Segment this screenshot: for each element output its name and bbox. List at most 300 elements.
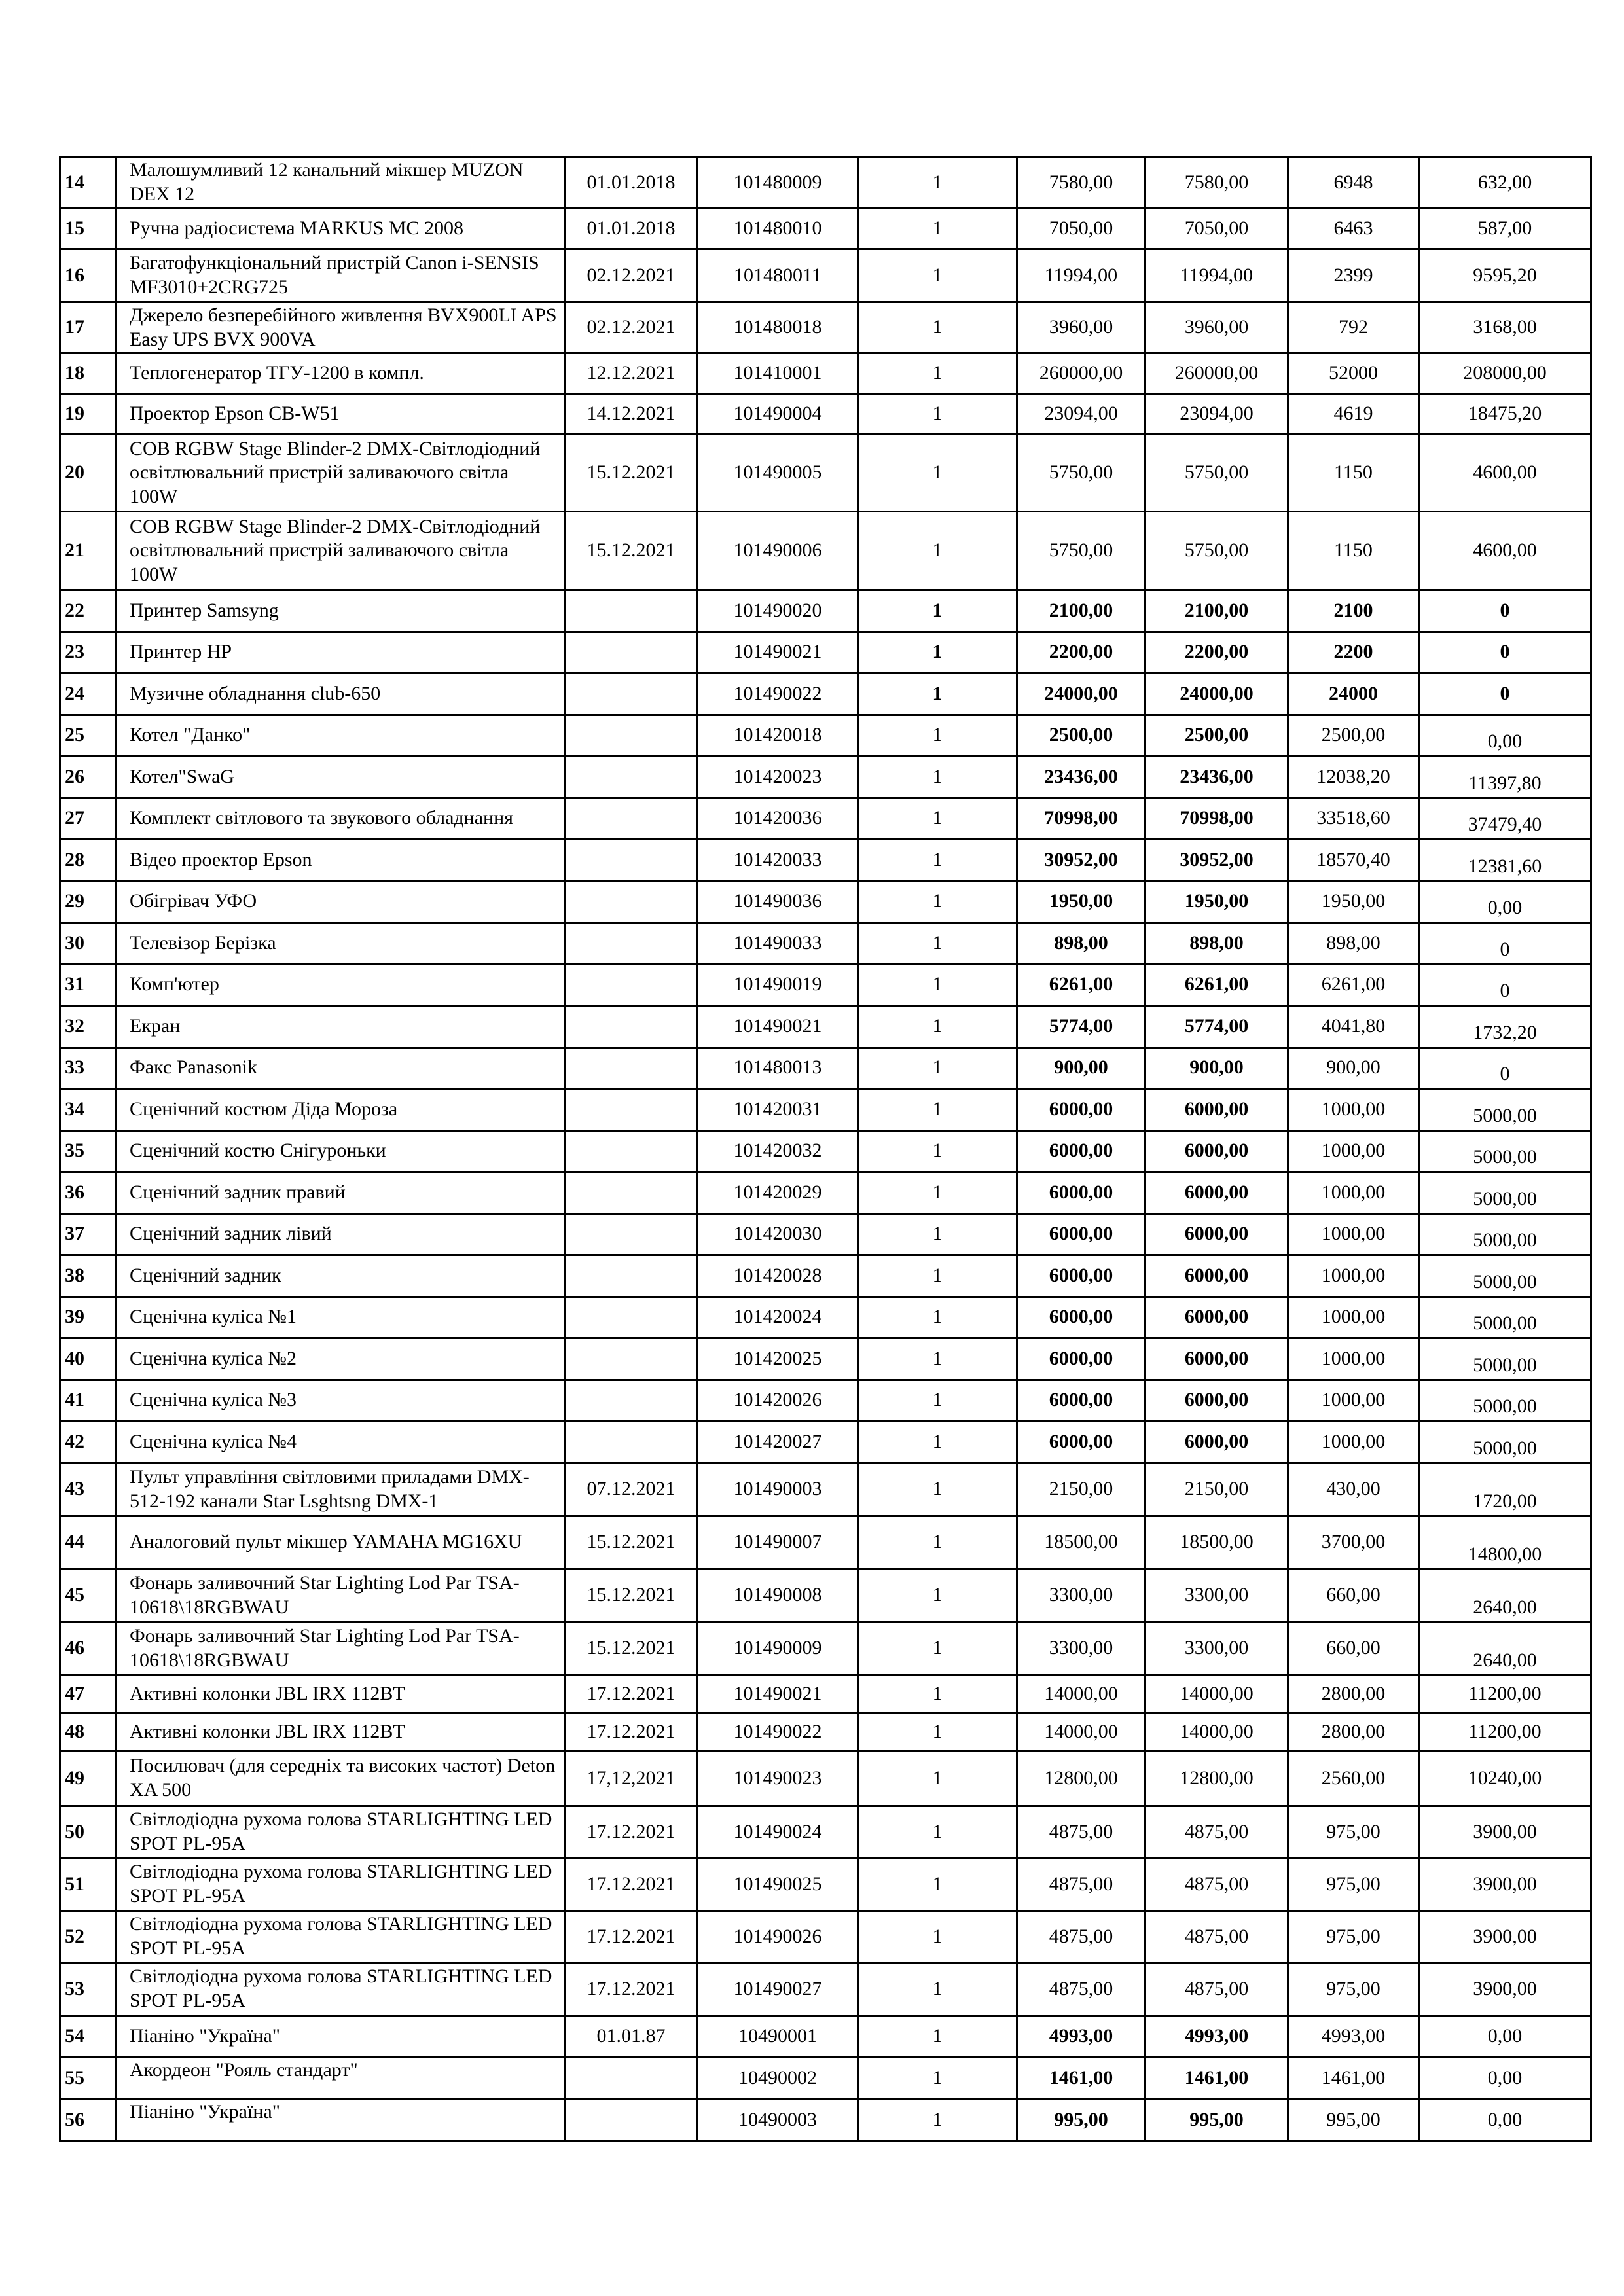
table-row [60, 1297, 1591, 1338]
residual-value-cell: 9595,20 [1419, 249, 1591, 302]
item-name-cell: Фонарь заливочний Star Lighting Lod Par TSA-10618\18RGBWAU [116, 1622, 565, 1675]
unit-price-cell: 6000,00 [1017, 1213, 1146, 1255]
inventory-number-cell: 101490019 [698, 964, 858, 1006]
inventory-number-cell: 101420029 [698, 1172, 858, 1214]
inventory-table [59, 156, 1592, 2142]
inventory-number-cell: 101420023 [698, 757, 858, 798]
table-row [60, 1172, 1591, 1214]
row-number-cell: 40 [60, 1338, 116, 1380]
table-row [60, 249, 1591, 302]
depreciation-cell: 1000,00 [1288, 1297, 1419, 1338]
item-name-cell: Сценічний задник [116, 1255, 565, 1297]
depreciation-cell: 975,00 [1288, 1806, 1419, 1858]
quantity-cell: 1 [858, 435, 1017, 512]
acquisition-date-cell [565, 964, 698, 1006]
depreciation-cell: 975,00 [1288, 1910, 1419, 1963]
unit-price-cell: 6000,00 [1017, 1130, 1146, 1172]
residual-value-cell: 5000,00 [1419, 1172, 1591, 1214]
item-name-cell: Світлодіодна рухома голова STARLIGHTING LED SPOT PL-95A [116, 1910, 565, 1963]
total-cost-cell: 11994,00 [1146, 249, 1288, 302]
quantity-cell: 1 [858, 157, 1017, 209]
acquisition-date-cell [565, 1380, 698, 1422]
table-row [60, 394, 1591, 435]
acquisition-date-cell: 17.12.2021 [565, 1858, 698, 1910]
total-cost-cell: 6000,00 [1146, 1130, 1288, 1172]
total-cost-cell: 5750,00 [1146, 435, 1288, 512]
unit-price-cell: 2100,00 [1017, 590, 1146, 632]
item-name-cell: Сценічний задник лівий [116, 1213, 565, 1255]
depreciation-cell: 6948 [1288, 157, 1419, 209]
quantity-cell: 1 [858, 353, 1017, 394]
acquisition-date-cell: 15.12.2021 [565, 1622, 698, 1675]
row-number-cell: 54 [60, 2015, 116, 2057]
row-number-cell: 44 [60, 1516, 116, 1569]
residual-value-cell: 14800,00 [1419, 1516, 1591, 1569]
item-name-cell: Котел "Данко" [116, 715, 565, 757]
quantity-cell: 1 [858, 1516, 1017, 1569]
acquisition-date-cell: 15.12.2021 [565, 1516, 698, 1569]
total-cost-cell: 1950,00 [1146, 881, 1288, 923]
table-row [60, 1422, 1591, 1463]
item-name-cell: Сценічний костюм Діда Мороза [116, 1089, 565, 1131]
table-row [60, 1089, 1591, 1131]
residual-value-cell: 11200,00 [1419, 1675, 1591, 1713]
row-number-cell: 51 [60, 1858, 116, 1910]
item-name-cell: Телевізор Берізка [116, 923, 565, 965]
quantity-cell: 1 [858, 1622, 1017, 1675]
table-row [60, 673, 1591, 715]
residual-value-cell: 5000,00 [1419, 1130, 1591, 1172]
row-number-cell: 25 [60, 715, 116, 757]
total-cost-cell: 6000,00 [1146, 1255, 1288, 1297]
item-name-cell: Обігрівач УФО [116, 881, 565, 923]
inventory-number-cell: 101420024 [698, 1297, 858, 1338]
residual-value-cell: 11200,00 [1419, 1713, 1591, 1751]
table-row [60, 715, 1591, 757]
unit-price-cell: 11994,00 [1017, 249, 1146, 302]
quantity-cell: 1 [858, 1751, 1017, 1806]
row-number-cell: 22 [60, 590, 116, 632]
item-name-cell: Акордеон "Рояль стандарт" [116, 2057, 565, 2099]
depreciation-cell: 6261,00 [1288, 964, 1419, 1006]
unit-price-cell: 6261,00 [1017, 964, 1146, 1006]
unit-price-cell: 23094,00 [1017, 394, 1146, 435]
depreciation-cell: 1150 [1288, 512, 1419, 590]
quantity-cell: 1 [858, 1910, 1017, 1963]
residual-value-cell: 0,00 [1419, 2099, 1591, 2141]
unit-price-cell: 6000,00 [1017, 1297, 1146, 1338]
inventory-number-cell: 101420027 [698, 1422, 858, 1463]
total-cost-cell: 6261,00 [1146, 964, 1288, 1006]
total-cost-cell: 1461,00 [1146, 2057, 1288, 2099]
quantity-cell: 1 [858, 757, 1017, 798]
quantity-cell: 1 [858, 964, 1017, 1006]
quantity-cell: 1 [858, 1422, 1017, 1463]
unit-price-cell: 1461,00 [1017, 2057, 1146, 2099]
quantity-cell: 1 [858, 1213, 1017, 1255]
inventory-number-cell: 101420033 [698, 840, 858, 882]
quantity-cell: 1 [858, 394, 1017, 435]
row-number-cell: 56 [60, 2099, 116, 2141]
unit-price-cell: 6000,00 [1017, 1422, 1146, 1463]
total-cost-cell: 6000,00 [1146, 1422, 1288, 1463]
quantity-cell: 1 [858, 1297, 1017, 1338]
unit-price-cell: 4875,00 [1017, 1963, 1146, 2015]
item-name-cell: Комплект світлового та звукового обладнання [116, 798, 565, 840]
quantity-cell: 1 [858, 2099, 1017, 2141]
unit-price-cell: 70998,00 [1017, 798, 1146, 840]
acquisition-date-cell [565, 1172, 698, 1214]
quantity-cell: 1 [858, 1006, 1017, 1048]
acquisition-date-cell [565, 757, 698, 798]
depreciation-cell: 430,00 [1288, 1463, 1419, 1516]
table-row [60, 1910, 1591, 1963]
quantity-cell: 1 [858, 1806, 1017, 1858]
total-cost-cell: 2500,00 [1146, 715, 1288, 757]
depreciation-cell: 1000,00 [1288, 1338, 1419, 1380]
quantity-cell: 1 [858, 1713, 1017, 1751]
inventory-number-cell: 101490021 [698, 1006, 858, 1048]
inventory-number-cell: 101420031 [698, 1089, 858, 1131]
depreciation-cell: 900,00 [1288, 1047, 1419, 1089]
item-name-cell: Котел"SwaG [116, 757, 565, 798]
residual-value-cell: 3900,00 [1419, 1963, 1591, 2015]
table-row [60, 1516, 1591, 1569]
row-number-cell: 46 [60, 1622, 116, 1675]
residual-value-cell: 18475,20 [1419, 394, 1591, 435]
unit-price-cell: 260000,00 [1017, 353, 1146, 394]
row-number-cell: 55 [60, 2057, 116, 2099]
residual-value-cell: 5000,00 [1419, 1380, 1591, 1422]
quantity-cell: 1 [858, 2015, 1017, 2057]
unit-price-cell: 6000,00 [1017, 1380, 1146, 1422]
quantity-cell: 1 [858, 1338, 1017, 1380]
acquisition-date-cell [565, 2099, 698, 2141]
residual-value-cell: 37479,40 [1419, 798, 1591, 840]
acquisition-date-cell: 01.01.2018 [565, 157, 698, 209]
inventory-number-cell: 10490003 [698, 2099, 858, 2141]
depreciation-cell: 1000,00 [1288, 1130, 1419, 1172]
item-name-cell: Проектор Epson CB-W51 [116, 394, 565, 435]
item-name-cell: Фонарь заливочний Star Lighting Lod Par TSA-10618\18RGBWAU [116, 1569, 565, 1622]
row-number-cell: 49 [60, 1751, 116, 1806]
acquisition-date-cell [565, 1255, 698, 1297]
depreciation-cell: 1000,00 [1288, 1172, 1419, 1214]
residual-value-cell: 0 [1419, 590, 1591, 632]
quantity-cell: 1 [858, 673, 1017, 715]
inventory-number-cell: 101490007 [698, 1516, 858, 1569]
table-row [60, 1751, 1591, 1806]
quantity-cell: 1 [858, 1130, 1017, 1172]
acquisition-date-cell [565, 1338, 698, 1380]
row-number-cell: 29 [60, 881, 116, 923]
depreciation-cell: 3700,00 [1288, 1516, 1419, 1569]
row-number-cell: 53 [60, 1963, 116, 2015]
row-number-cell: 26 [60, 757, 116, 798]
residual-value-cell: 2640,00 [1419, 1622, 1591, 1675]
table-row [60, 157, 1591, 209]
row-number-cell: 14 [60, 157, 116, 209]
unit-price-cell: 3300,00 [1017, 1569, 1146, 1622]
depreciation-cell: 1461,00 [1288, 2057, 1419, 2099]
acquisition-date-cell: 02.12.2021 [565, 302, 698, 353]
quantity-cell: 1 [858, 249, 1017, 302]
acquisition-date-cell [565, 715, 698, 757]
acquisition-date-cell: 17.12.2021 [565, 1910, 698, 1963]
inventory-number-cell: 101490022 [698, 673, 858, 715]
unit-price-cell: 6000,00 [1017, 1172, 1146, 1214]
residual-value-cell: 2640,00 [1419, 1569, 1591, 1622]
table-row [60, 2015, 1591, 2057]
unit-price-cell: 7050,00 [1017, 209, 1146, 249]
item-name-cell: Багатофункціональний пристрій Canon i-SENSIS MF3010+2CRG725 [116, 249, 565, 302]
acquisition-date-cell: 17.12.2021 [565, 1806, 698, 1858]
depreciation-cell: 660,00 [1288, 1622, 1419, 1675]
row-number-cell: 19 [60, 394, 116, 435]
unit-price-cell: 7580,00 [1017, 157, 1146, 209]
depreciation-cell: 975,00 [1288, 1858, 1419, 1910]
inventory-number-cell: 101480011 [698, 249, 858, 302]
table-row [60, 1006, 1591, 1048]
depreciation-cell: 1150 [1288, 435, 1419, 512]
total-cost-cell: 14000,00 [1146, 1713, 1288, 1751]
table-row [60, 1963, 1591, 2015]
acquisition-date-cell [565, 673, 698, 715]
quantity-cell: 1 [858, 302, 1017, 353]
unit-price-cell: 23436,00 [1017, 757, 1146, 798]
total-cost-cell: 4875,00 [1146, 1910, 1288, 1963]
table-row [60, 1255, 1591, 1297]
total-cost-cell: 6000,00 [1146, 1172, 1288, 1214]
table-row [60, 2099, 1591, 2141]
table-row [60, 1675, 1591, 1713]
item-name-cell: Сценічна куліса №2 [116, 1338, 565, 1380]
total-cost-cell: 4875,00 [1146, 1806, 1288, 1858]
acquisition-date-cell: 17.12.2021 [565, 1963, 698, 2015]
quantity-cell: 1 [858, 1858, 1017, 1910]
residual-value-cell: 587,00 [1419, 209, 1591, 249]
item-name-cell: Факс Panasonik [116, 1047, 565, 1089]
item-name-cell: Ручна радіосистема MARKUS MC 2008 [116, 209, 565, 249]
depreciation-cell: 1000,00 [1288, 1213, 1419, 1255]
item-name-cell: Принтер HP [116, 632, 565, 673]
total-cost-cell: 4993,00 [1146, 2015, 1288, 2057]
item-name-cell: Посилювач (для середніх та високих частот) Deton XA 500 [116, 1751, 565, 1806]
table-row [60, 1622, 1591, 1675]
inventory-number-cell: 101490025 [698, 1858, 858, 1910]
quantity-cell: 1 [858, 1089, 1017, 1131]
unit-price-cell: 4993,00 [1017, 2015, 1146, 2057]
acquisition-date-cell: 15.12.2021 [565, 1569, 698, 1622]
row-number-cell: 23 [60, 632, 116, 673]
inventory-number-cell: 10490002 [698, 2057, 858, 2099]
depreciation-cell: 33518,60 [1288, 798, 1419, 840]
unit-price-cell: 4875,00 [1017, 1806, 1146, 1858]
depreciation-cell: 4993,00 [1288, 2015, 1419, 2057]
inventory-number-cell: 101480013 [698, 1047, 858, 1089]
acquisition-date-cell [565, 840, 698, 882]
acquisition-date-cell: 01.01.2018 [565, 209, 698, 249]
residual-value-cell: 3900,00 [1419, 1858, 1591, 1910]
depreciation-cell: 660,00 [1288, 1569, 1419, 1622]
unit-price-cell: 18500,00 [1017, 1516, 1146, 1569]
residual-value-cell: 3168,00 [1419, 302, 1591, 353]
total-cost-cell: 7050,00 [1146, 209, 1288, 249]
residual-value-cell: 5000,00 [1419, 1089, 1591, 1131]
item-name-cell: Активні колонки JBL IRX 112BT [116, 1713, 565, 1751]
item-name-cell: Світлодіодна рухома голова STARLIGHTING LED SPOT PL-95A [116, 1858, 565, 1910]
residual-value-cell: 11397,80 [1419, 757, 1591, 798]
inventory-number-cell: 101490009 [698, 1622, 858, 1675]
row-number-cell: 16 [60, 249, 116, 302]
item-name-cell: Музичне обладнання club-650 [116, 673, 565, 715]
residual-value-cell: 5000,00 [1419, 1255, 1591, 1297]
residual-value-cell: 208000,00 [1419, 353, 1591, 394]
row-number-cell: 31 [60, 964, 116, 1006]
item-name-cell: Сценічний костю Снігуроньки [116, 1130, 565, 1172]
residual-value-cell: 1720,00 [1419, 1463, 1591, 1516]
acquisition-date-cell: 01.01.87 [565, 2015, 698, 2057]
row-number-cell: 32 [60, 1006, 116, 1048]
table-row [60, 2057, 1591, 2099]
acquisition-date-cell: 12.12.2021 [565, 353, 698, 394]
total-cost-cell: 70998,00 [1146, 798, 1288, 840]
acquisition-date-cell: 07.12.2021 [565, 1463, 698, 1516]
depreciation-cell: 975,00 [1288, 1963, 1419, 2015]
row-number-cell: 36 [60, 1172, 116, 1214]
row-number-cell: 15 [60, 209, 116, 249]
inventory-number-cell: 10490001 [698, 2015, 858, 2057]
depreciation-cell: 2100 [1288, 590, 1419, 632]
residual-value-cell: 5000,00 [1419, 1213, 1591, 1255]
unit-price-cell: 12800,00 [1017, 1751, 1146, 1806]
item-name-cell: Піаніно "Україна" [116, 2015, 565, 2057]
inventory-number-cell: 101410001 [698, 353, 858, 394]
table-row [60, 512, 1591, 590]
inventory-number-cell: 101490021 [698, 1675, 858, 1713]
item-name-cell: Піаніно "Україна" [116, 2099, 565, 2141]
item-name-cell: Відео проектор Epson [116, 840, 565, 882]
quantity-cell: 1 [858, 1255, 1017, 1297]
row-number-cell: 45 [60, 1569, 116, 1622]
inventory-number-cell: 101480010 [698, 209, 858, 249]
quantity-cell: 1 [858, 1569, 1017, 1622]
table-row [60, 1338, 1591, 1380]
table-row [60, 590, 1591, 632]
row-number-cell: 27 [60, 798, 116, 840]
depreciation-cell: 898,00 [1288, 923, 1419, 965]
row-number-cell: 47 [60, 1675, 116, 1713]
table-row [60, 1569, 1591, 1622]
table-row [60, 1858, 1591, 1910]
acquisition-date-cell [565, 1047, 698, 1089]
item-name-cell: Теплогенератор ТГУ-1200 в компл. [116, 353, 565, 394]
row-number-cell: 42 [60, 1422, 116, 1463]
inventory-number-cell: 101420036 [698, 798, 858, 840]
row-number-cell: 33 [60, 1047, 116, 1089]
depreciation-cell: 52000 [1288, 353, 1419, 394]
row-number-cell: 39 [60, 1297, 116, 1338]
residual-value-cell: 10240,00 [1419, 1751, 1591, 1806]
item-name-cell: Екран [116, 1006, 565, 1048]
residual-value-cell: 0 [1419, 964, 1591, 1006]
unit-price-cell: 2500,00 [1017, 715, 1146, 757]
acquisition-date-cell [565, 881, 698, 923]
row-number-cell: 21 [60, 512, 116, 590]
quantity-cell: 1 [858, 632, 1017, 673]
item-name-cell: Сценічна куліса №1 [116, 1297, 565, 1338]
depreciation-cell: 1000,00 [1288, 1422, 1419, 1463]
row-number-cell: 37 [60, 1213, 116, 1255]
total-cost-cell: 18500,00 [1146, 1516, 1288, 1569]
table-row [60, 757, 1591, 798]
total-cost-cell: 2150,00 [1146, 1463, 1288, 1516]
table-row [60, 1213, 1591, 1255]
unit-price-cell: 5750,00 [1017, 435, 1146, 512]
item-name-cell: Принтер Samsyng [116, 590, 565, 632]
depreciation-cell: 12038,20 [1288, 757, 1419, 798]
inventory-number-cell: 101420032 [698, 1130, 858, 1172]
total-cost-cell: 2100,00 [1146, 590, 1288, 632]
unit-price-cell: 1950,00 [1017, 881, 1146, 923]
depreciation-cell: 18570,40 [1288, 840, 1419, 882]
table-row [60, 964, 1591, 1006]
total-cost-cell: 3300,00 [1146, 1569, 1288, 1622]
residual-value-cell: 632,00 [1419, 157, 1591, 209]
table-row [60, 302, 1591, 353]
acquisition-date-cell [565, 1006, 698, 1048]
item-name-cell: Сценічна куліса №3 [116, 1380, 565, 1422]
unit-price-cell: 4875,00 [1017, 1858, 1146, 1910]
quantity-cell: 1 [858, 923, 1017, 965]
residual-value-cell: 0 [1419, 632, 1591, 673]
residual-value-cell: 3900,00 [1419, 1910, 1591, 1963]
quantity-cell: 1 [858, 1380, 1017, 1422]
row-number-cell: 24 [60, 673, 116, 715]
item-name-cell: Джерело безперебійного живлення BVX900LI APS Easy UPS BVX 900VA [116, 302, 565, 353]
inventory-number-cell: 101490020 [698, 590, 858, 632]
unit-price-cell: 3960,00 [1017, 302, 1146, 353]
row-number-cell: 34 [60, 1089, 116, 1131]
acquisition-date-cell: 17,12,2021 [565, 1751, 698, 1806]
inventory-number-cell: 101490021 [698, 632, 858, 673]
item-name-cell: Малошумливий 12 канальний мікшер MUZON DEX 12 [116, 157, 565, 209]
depreciation-cell: 2800,00 [1288, 1713, 1419, 1751]
unit-price-cell: 995,00 [1017, 2099, 1146, 2141]
acquisition-date-cell [565, 1130, 698, 1172]
total-cost-cell: 6000,00 [1146, 1380, 1288, 1422]
acquisition-date-cell [565, 590, 698, 632]
inventory-number-cell: 101490027 [698, 1963, 858, 2015]
acquisition-date-cell [565, 2057, 698, 2099]
depreciation-cell: 792 [1288, 302, 1419, 353]
depreciation-cell: 2399 [1288, 249, 1419, 302]
row-number-cell: 50 [60, 1806, 116, 1858]
quantity-cell: 1 [858, 1963, 1017, 2015]
item-name-cell: Пульт управління світловими приладами DMX-512-192 канали Star Lsghtsng DMX-1 [116, 1463, 565, 1516]
quantity-cell: 1 [858, 512, 1017, 590]
residual-value-cell: 0 [1419, 673, 1591, 715]
inventory-number-cell: 101420028 [698, 1255, 858, 1297]
table-row [60, 353, 1591, 394]
total-cost-cell: 23436,00 [1146, 757, 1288, 798]
total-cost-cell: 6000,00 [1146, 1213, 1288, 1255]
row-number-cell: 30 [60, 923, 116, 965]
inventory-number-cell: 101490033 [698, 923, 858, 965]
inventory-number-cell: 101490026 [698, 1910, 858, 1963]
table-row [60, 1806, 1591, 1858]
residual-value-cell: 3900,00 [1419, 1806, 1591, 1858]
